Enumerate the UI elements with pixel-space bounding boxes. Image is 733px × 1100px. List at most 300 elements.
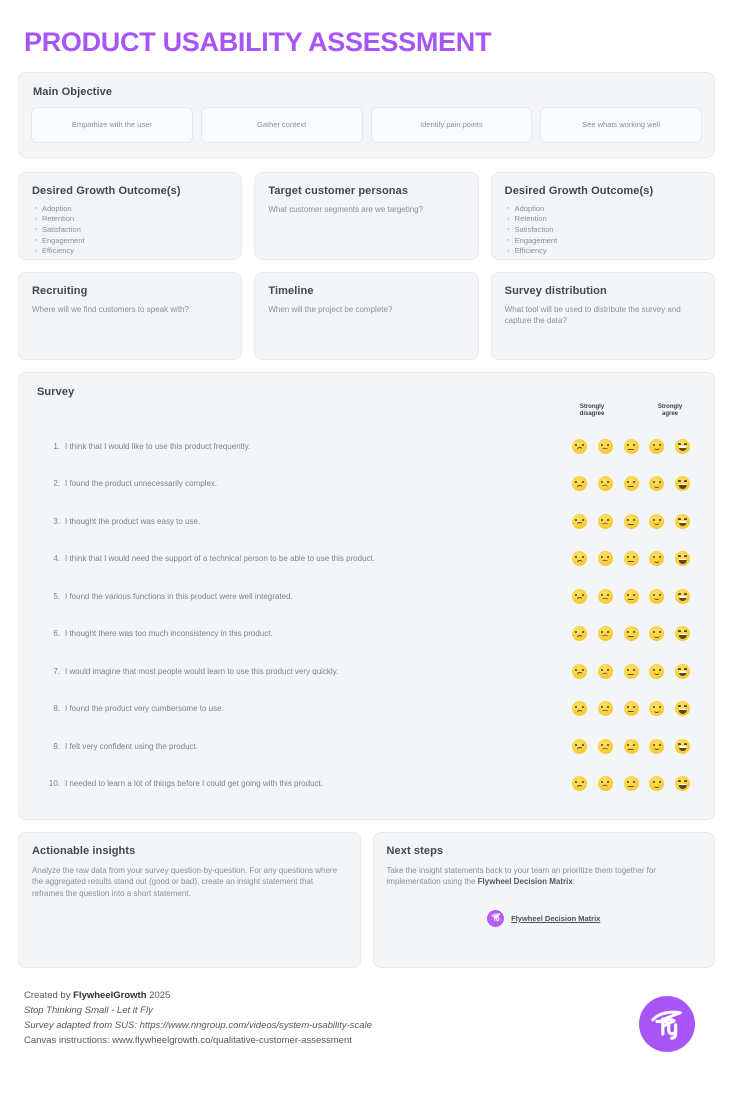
grinning-face-icon[interactable] <box>675 701 690 716</box>
eye <box>678 480 681 482</box>
eye <box>678 630 681 632</box>
eye <box>607 669 609 671</box>
mouth <box>678 521 687 526</box>
eye <box>582 744 584 746</box>
likert-face-group <box>572 439 690 454</box>
eye <box>601 631 603 633</box>
frowning-face-icon[interactable] <box>572 739 587 754</box>
mouth <box>628 561 634 562</box>
neutral-face-icon[interactable] <box>624 514 639 529</box>
footer-line-survey-source: Survey adapted from SUS: https://www.nngroup.com/videos/system-usability-scale <box>24 1019 372 1031</box>
eye <box>601 594 603 596</box>
eye <box>653 631 655 633</box>
card-next-steps[interactable] <box>373 832 716 968</box>
eye <box>627 481 629 483</box>
eye <box>684 630 687 632</box>
eye <box>633 631 635 633</box>
fly-logo-icon <box>639 996 695 1052</box>
slightly-frowning-face-icon[interactable] <box>598 476 613 491</box>
list-item: · Engagement <box>505 236 701 247</box>
eye <box>684 668 687 670</box>
card-desired-growth-outcomes-left[interactable] <box>18 172 242 260</box>
page-title: PRODUCT USABILITY ASSESSMENT <box>24 27 492 57</box>
scale-label-high: Strongly agree <box>657 403 683 418</box>
grinning-face-icon[interactable] <box>675 589 690 604</box>
mouth <box>602 485 608 488</box>
footer-created-prefix: Created by <box>24 989 74 1001</box>
slightly-smiling-face-icon[interactable] <box>649 589 664 604</box>
eye <box>659 631 661 633</box>
list-item: · Satisfaction <box>32 225 228 236</box>
eye <box>607 556 609 558</box>
eye <box>601 706 603 708</box>
eye <box>684 743 687 745</box>
slightly-frowning-face-icon[interactable] <box>598 701 613 716</box>
card-body: Where will we find customers to speak with? <box>32 304 189 314</box>
eye <box>633 444 635 446</box>
slightly-frowning-face-icon[interactable] <box>598 626 613 641</box>
slightly-smiling-face-icon[interactable] <box>649 739 664 754</box>
main-objective-title: Main Objective <box>33 85 113 98</box>
card-row-two <box>18 272 715 360</box>
eye <box>653 594 655 596</box>
eye <box>575 556 577 558</box>
question-number: 6. <box>53 629 60 639</box>
mouth <box>678 484 687 489</box>
eye <box>659 519 661 521</box>
eye <box>659 744 661 746</box>
eye <box>633 669 635 671</box>
eye <box>627 781 629 783</box>
eye <box>575 594 577 596</box>
card-title: Survey distribution <box>504 284 607 297</box>
eye <box>601 519 603 521</box>
likert-face-group <box>572 664 690 679</box>
mouth <box>628 636 634 637</box>
mouth <box>602 523 608 526</box>
eye <box>633 481 635 483</box>
eye <box>659 669 661 671</box>
eye <box>575 481 577 483</box>
grinning-face-icon[interactable] <box>675 626 690 641</box>
eye <box>601 744 603 746</box>
question-number: 2. <box>53 479 60 489</box>
card-body <box>387 865 702 888</box>
eye <box>607 519 609 521</box>
eye <box>607 706 609 708</box>
mouth <box>576 635 583 639</box>
eye <box>684 443 687 445</box>
eye <box>633 556 635 558</box>
neutral-face-icon[interactable] <box>624 701 639 716</box>
eye <box>582 781 584 783</box>
neutral-face-icon[interactable] <box>624 739 639 754</box>
likert-face-group <box>572 626 690 641</box>
grinning-face-icon[interactable] <box>675 551 690 566</box>
mouth <box>602 448 608 451</box>
question-text: I needed to learn a lot of things before I could get going with this product. <box>65 779 323 789</box>
slightly-frowning-face-icon[interactable] <box>598 589 613 604</box>
mouth <box>654 447 660 450</box>
frowning-face-icon[interactable] <box>572 589 587 604</box>
survey-question-row <box>35 728 698 766</box>
objective-chip-working-well[interactable]: See whats working well <box>540 107 702 143</box>
neutral-face-icon[interactable] <box>624 626 639 641</box>
card-body: Analyze the raw data from your survey question-by-question. For any questions where the aggregated results stand out (good or bad), create an insight statement that reframes the question into a short statement. <box>32 865 338 898</box>
mouth <box>678 559 687 564</box>
eye <box>653 706 655 708</box>
survey-scale-header <box>35 404 698 428</box>
mouth <box>654 747 660 750</box>
mouth <box>602 748 608 751</box>
survey-question-row <box>35 578 698 616</box>
list-item: · Adoption <box>32 204 228 215</box>
frowning-face-icon[interactable] <box>572 476 587 491</box>
question-text: I thought there was too much inconsistency in this product. <box>65 629 273 639</box>
eye <box>607 594 609 596</box>
card-title: Next steps <box>386 844 444 857</box>
grinning-face-icon[interactable] <box>675 514 690 529</box>
card-body: What tool will be used to distribute the survey and capture the data? <box>504 304 681 326</box>
eye <box>607 781 609 783</box>
eye <box>653 669 655 671</box>
mouth <box>628 449 634 450</box>
eye <box>582 519 584 521</box>
eye <box>684 555 687 557</box>
eye <box>659 594 661 596</box>
mouth <box>576 672 583 676</box>
slightly-frowning-face-icon[interactable] <box>598 439 613 454</box>
frowning-face-icon[interactable] <box>572 439 587 454</box>
eye <box>601 781 603 783</box>
mouth <box>602 635 608 638</box>
eye <box>627 444 629 446</box>
likert-face-group <box>572 514 690 529</box>
question-number: 8. <box>53 704 60 714</box>
survey-question-row <box>35 615 698 653</box>
eye <box>582 669 584 671</box>
mouth <box>678 709 687 714</box>
question-text: I found the product unnecessarily complex. <box>65 479 218 489</box>
frowning-face-icon[interactable] <box>572 701 587 716</box>
eye <box>582 631 584 633</box>
eye <box>582 481 584 483</box>
eye <box>633 706 635 708</box>
question-number: 5. <box>53 591 60 601</box>
survey-question-list <box>35 428 698 803</box>
eye <box>582 556 584 558</box>
survey-question-row <box>35 428 698 466</box>
card-title: Actionable insights <box>32 844 136 857</box>
mouth <box>576 522 583 526</box>
question-number: 7. <box>53 666 60 676</box>
grinning-face-icon[interactable] <box>675 776 690 791</box>
card-title: Target customer personas <box>268 184 409 197</box>
eye <box>582 594 584 596</box>
list-item: · Satisfaction <box>505 225 701 236</box>
card-actionable-insights[interactable] <box>18 832 361 968</box>
question-text: I found the product very cumbersome to use. <box>65 704 224 714</box>
eye <box>575 631 577 633</box>
question-number: 4. <box>53 554 60 564</box>
eye <box>678 668 681 670</box>
objective-chip-gather-context[interactable]: Gather context <box>201 107 363 143</box>
objective-chip-row <box>31 107 702 143</box>
eye <box>601 481 603 483</box>
frowning-face-icon[interactable] <box>572 664 587 679</box>
eye <box>659 481 661 483</box>
mouth <box>678 671 687 676</box>
neutral-face-icon[interactable] <box>624 551 639 566</box>
question-text: I found the various functions in this product were well integrated. <box>65 591 293 601</box>
eye <box>607 444 609 446</box>
objective-chip-empathize[interactable]: Empathize with the user <box>31 107 193 143</box>
eye <box>627 631 629 633</box>
list-item: · Adoption <box>505 204 701 215</box>
mouth <box>576 710 583 714</box>
eye <box>575 781 577 783</box>
survey-section <box>18 372 715 820</box>
neutral-face-icon[interactable] <box>624 664 639 679</box>
next-steps-text-part2: : <box>572 877 576 887</box>
mouth <box>602 673 608 676</box>
eye <box>601 444 603 446</box>
question-number: 10. <box>48 779 60 789</box>
eye <box>684 480 687 482</box>
mouth <box>678 634 687 639</box>
survey-question-row <box>35 503 698 541</box>
eye <box>678 593 681 595</box>
mouth <box>602 785 608 788</box>
mouth <box>576 560 583 564</box>
eye <box>601 556 603 558</box>
question-number: 9. <box>53 741 60 751</box>
card-title: Timeline <box>268 284 314 297</box>
eye <box>607 631 609 633</box>
frowning-face-icon[interactable] <box>572 551 587 566</box>
card-target-customer-personas[interactable] <box>254 172 478 260</box>
slightly-frowning-face-icon[interactable] <box>598 664 613 679</box>
eye <box>659 781 661 783</box>
mouth <box>628 599 634 600</box>
eye <box>684 593 687 595</box>
card-recruiting[interactable] <box>18 272 242 360</box>
footer-text-block <box>24 988 372 1048</box>
flywheel-logo-icon <box>487 910 504 927</box>
eye <box>633 781 635 783</box>
eye <box>575 444 577 446</box>
list-item: · Retention <box>505 214 701 225</box>
mouth <box>654 672 660 675</box>
question-text: I thought the product was easy to use. <box>65 516 201 526</box>
footer-brand-name: FlywheelGrowth <box>73 989 147 1001</box>
mouth <box>602 560 608 563</box>
mouth <box>678 596 687 601</box>
list-item: · Retention <box>32 214 228 225</box>
eye <box>653 481 655 483</box>
neutral-face-icon[interactable] <box>624 776 639 791</box>
next-steps-text-part1: Take the insight statements back to your team an prioritize them together for implementation using the <box>386 865 656 887</box>
mouth <box>654 485 660 488</box>
growth-outcome-list-left <box>32 204 228 257</box>
scale-label-low: Strongly disagree <box>579 403 605 418</box>
mouth <box>654 710 660 713</box>
slightly-smiling-face-icon[interactable] <box>649 551 664 566</box>
slightly-frowning-face-icon[interactable] <box>598 514 613 529</box>
card-survey-distribution[interactable] <box>491 272 715 360</box>
mouth <box>576 785 583 789</box>
eye <box>601 669 603 671</box>
eye <box>627 519 629 521</box>
card-body: When will the project be complete? <box>268 304 393 314</box>
eye <box>653 519 655 521</box>
eye <box>678 555 681 557</box>
eye <box>575 669 577 671</box>
eye <box>627 744 629 746</box>
likert-face-group <box>572 476 690 491</box>
question-number: 3. <box>53 516 60 526</box>
mouth <box>654 635 660 638</box>
next-steps-text-bold: Flywheel Decision Matrix <box>477 877 573 887</box>
mouth <box>576 485 583 489</box>
slightly-smiling-face-icon[interactable] <box>649 664 664 679</box>
neutral-face-icon[interactable] <box>624 476 639 491</box>
mouth <box>654 597 660 600</box>
mouth <box>602 710 608 713</box>
grinning-face-icon[interactable] <box>675 664 690 679</box>
mouth <box>654 560 660 563</box>
mouth <box>628 524 634 525</box>
mouth <box>576 597 583 601</box>
mouth <box>628 786 634 787</box>
mouth <box>678 784 687 789</box>
eye <box>607 744 609 746</box>
footer-line-tagline: Stop Thinking Small - Let it Fly <box>24 1004 153 1016</box>
eye <box>582 706 584 708</box>
card-body: What customer segments are we targeting? <box>268 204 424 214</box>
eye <box>575 706 577 708</box>
question-text: I felt very confident using the product. <box>65 741 198 751</box>
eye <box>633 519 635 521</box>
eye <box>659 556 661 558</box>
footer-line-canvas-instructions: Canvas instructions: www.flywheelgrowth.co/qualitative-customer-assessment <box>24 1034 352 1046</box>
list-item: · Engagement <box>32 236 228 247</box>
mouth <box>576 747 583 751</box>
survey-question-row <box>35 765 698 803</box>
eye <box>627 669 629 671</box>
eye <box>653 444 655 446</box>
slightly-smiling-face-icon[interactable] <box>649 776 664 791</box>
survey-question-row <box>35 465 698 503</box>
question-text: I think that I would like to use this product frequently. <box>65 441 251 451</box>
eye <box>678 743 681 745</box>
grinning-face-icon[interactable] <box>675 739 690 754</box>
frowning-face-icon[interactable] <box>572 776 587 791</box>
mouth <box>654 785 660 788</box>
survey-question-row <box>35 653 698 691</box>
slightly-smiling-face-icon[interactable] <box>649 701 664 716</box>
eye <box>633 594 635 596</box>
eye <box>678 705 681 707</box>
footer-year: 2025 <box>146 989 171 1001</box>
eye <box>582 444 584 446</box>
eye <box>653 781 655 783</box>
eye <box>678 518 681 520</box>
eye <box>575 744 577 746</box>
mouth <box>678 746 687 751</box>
objective-chip-pain-points[interactable]: Identify pain points <box>371 107 533 143</box>
mouth <box>678 446 687 451</box>
eye <box>684 705 687 707</box>
likert-face-group <box>572 739 690 754</box>
eye <box>607 481 609 483</box>
neutral-face-icon[interactable] <box>624 439 639 454</box>
mouth <box>628 711 634 712</box>
survey-question-row <box>35 690 698 728</box>
mouth <box>628 749 634 750</box>
question-number: 1. <box>53 441 60 451</box>
eye <box>627 556 629 558</box>
question-text: I would imagine that most people would learn to use this product very quickly. <box>65 666 339 676</box>
frowning-face-icon[interactable] <box>572 514 587 529</box>
card-timeline[interactable] <box>254 272 478 360</box>
page-footer <box>18 982 715 1052</box>
card-title: Desired Growth Outcome(s) <box>32 184 181 197</box>
likert-face-group <box>572 776 690 791</box>
mouth <box>628 486 634 487</box>
grinning-face-icon[interactable] <box>675 439 690 454</box>
survey-question-row <box>35 540 698 578</box>
eye <box>659 706 661 708</box>
likert-face-group <box>572 701 690 716</box>
card-desired-growth-outcomes-right[interactable] <box>491 172 715 260</box>
main-objective-section <box>18 72 715 158</box>
eye <box>627 706 629 708</box>
eye <box>627 594 629 596</box>
card-title: Desired Growth Outcome(s) <box>504 184 654 197</box>
eye <box>684 518 687 520</box>
slightly-smiling-face-icon[interactable] <box>649 439 664 454</box>
frowning-face-icon[interactable] <box>572 626 587 641</box>
list-item: · Efficiency <box>32 246 228 257</box>
slightly-frowning-face-icon[interactable] <box>598 776 613 791</box>
survey-title: Survey <box>37 385 75 398</box>
grinning-face-icon[interactable] <box>675 476 690 491</box>
eye <box>653 744 655 746</box>
flywheel-decision-matrix-link[interactable] <box>387 910 702 927</box>
neutral-face-icon[interactable] <box>624 589 639 604</box>
mouth <box>576 447 583 451</box>
footer-line-created-by <box>24 988 372 1003</box>
mouth <box>628 674 634 675</box>
card-title: Recruiting <box>32 284 88 297</box>
eye <box>678 443 681 445</box>
mouth <box>602 598 608 601</box>
eye <box>678 780 681 782</box>
eye <box>575 519 577 521</box>
matrix-link-label[interactable]: Flywheel Decision Matrix <box>511 913 601 923</box>
slightly-frowning-face-icon[interactable] <box>598 739 613 754</box>
growth-outcome-list-right <box>505 204 701 257</box>
likert-face-group <box>572 551 690 566</box>
slightly-smiling-face-icon[interactable] <box>649 476 664 491</box>
eye <box>633 744 635 746</box>
question-text: I think that I would need the support of a technical person to be able to use this product. <box>65 554 375 564</box>
slightly-smiling-face-icon[interactable] <box>649 626 664 641</box>
slightly-frowning-face-icon[interactable] <box>598 551 613 566</box>
slightly-smiling-face-icon[interactable] <box>649 514 664 529</box>
eye <box>684 780 687 782</box>
